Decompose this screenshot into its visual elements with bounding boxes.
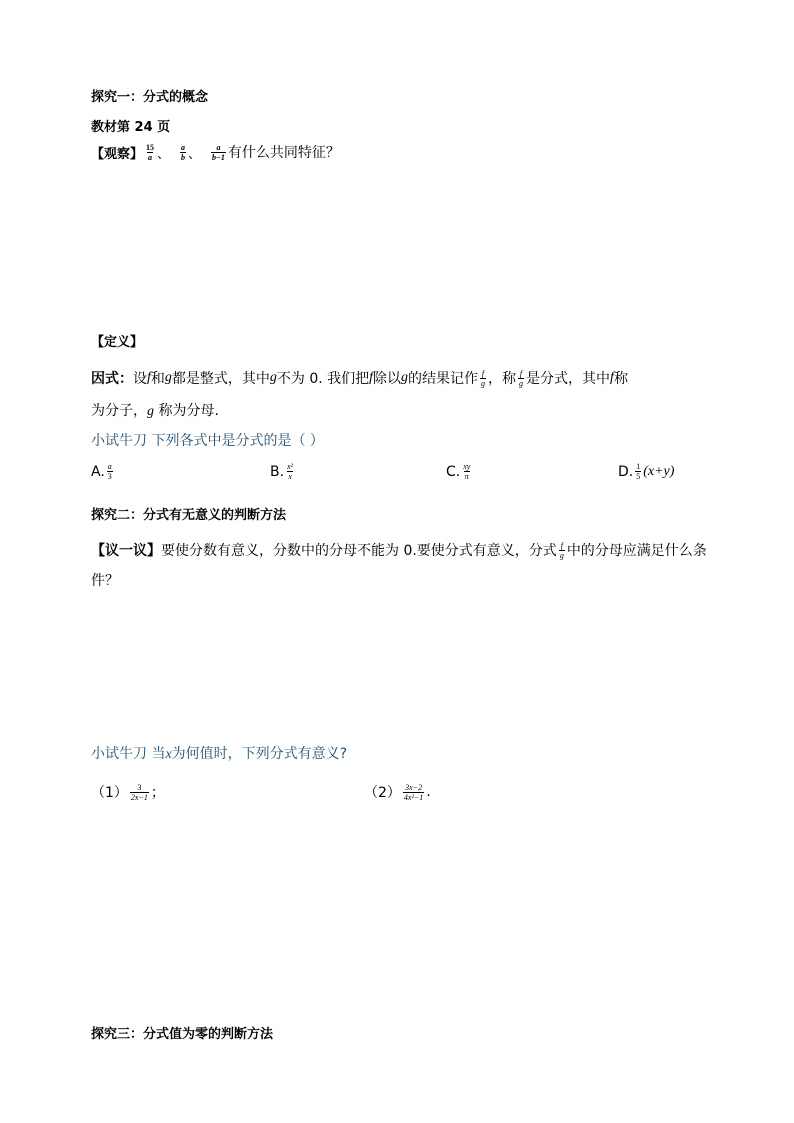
var-g: g [147,404,154,419]
item-label: （2） [364,785,401,801]
definition-text: 和 [150,371,165,387]
option-fraction: $\frac{xy}{\pi}$ [463,462,471,481]
definition-text: 称为分母. [154,403,219,419]
option-b [270,462,296,481]
var-f: f [147,370,151,385]
fraction-f-over-g: $\frac{f}{g}$ [559,540,564,560]
definition-text: 的结果记作 [408,371,479,387]
var-g: g [401,370,409,385]
var-f: f [610,370,614,385]
discuss-text: 中的分母应满足什么条 [566,543,707,559]
definition-text: 为分子， [91,403,147,419]
definition-text: 是分式，其中 [526,371,611,387]
discuss-line-1 [91,540,707,560]
option-suffix: (x+y) [643,463,675,479]
option-c [446,462,473,481]
item-end: . [426,784,431,800]
section1-title: 探究一：分式的概念 [91,90,209,105]
trial1-prompt: 小试牛刀 下列各式中是分式的是（ ） [91,433,324,449]
discuss-label: 【议一议】 [91,543,161,559]
textbook-reference: 教材第 24 页 [91,120,171,135]
option-fraction: $\frac{1}{5}$ [636,462,641,481]
section3-title: 探究三：分式值为零的判断方法 [91,1027,274,1042]
fraction-f-over-g: $\frac{f}{g}$ [519,368,524,388]
fraction-f-over-g: $\frac{f}{g}$ [481,368,486,388]
option-d [618,462,674,481]
item-fraction: $\frac{3x-2}{\text{4x²−1}}$ [403,782,424,802]
definition-text: 称 [613,371,628,387]
definition-text: ，称 [488,371,517,387]
item-label: （1） [91,785,128,801]
trial2-prompt [91,743,347,763]
definition-label: 【定义】 [91,335,144,350]
discuss-line-2: 件？ [91,573,119,589]
discuss-text: 要使分数有意义，分数中的分母不能为 0.要使分式有意义，分式 [161,543,557,559]
observe-fraction-1: $\frac{15}{a}$ [146,142,155,162]
definition-text: 除以 [373,371,402,387]
separator: 、 [188,146,202,162]
item-end: ； [150,785,165,801]
definition-text: 都是整式，其中 [171,371,270,387]
observe-line [91,142,340,162]
trial2-text: 为何值时，下列分式有意义? [171,746,348,762]
option-letter: A. [91,463,105,480]
observe-label: 【观察】 [91,146,144,162]
option-letter: B. [270,463,285,480]
definition-text: 设 [133,371,147,387]
var-g: g [269,370,277,385]
trial2-item-1 [91,782,165,802]
option-a [91,462,115,481]
definition-text: 不为 0. 我们把 [276,371,370,387]
option-fraction: $\frac{a}{3}$ [107,462,112,481]
trial2-item-2 [364,782,431,802]
definition-prefix: 因式： [91,371,133,387]
observe-question: 有什么共同特征？ [227,145,340,161]
trial2-text: 小试牛刀 当 [91,746,166,762]
item-fraction: $\frac{3}{2x-1}$ [130,782,148,802]
section2-title: 探究二：分式有无意义的判断方法 [91,508,287,523]
definition-line-1 [91,368,628,388]
observe-fraction-3: $\frac{a}{b-1}$ [212,142,225,162]
option-fraction: $\frac{\text{x²}}{x}$ [287,462,294,481]
definition-line-2 [91,400,219,420]
option-letter: D. [618,463,634,480]
observe-fraction-2: $\frac{a}{b}$ [181,142,186,162]
var-x: x [165,747,172,762]
var-f: f [369,370,374,385]
option-letter: C. [446,463,461,480]
var-g: g [164,370,172,385]
separator: 、 [157,146,171,162]
